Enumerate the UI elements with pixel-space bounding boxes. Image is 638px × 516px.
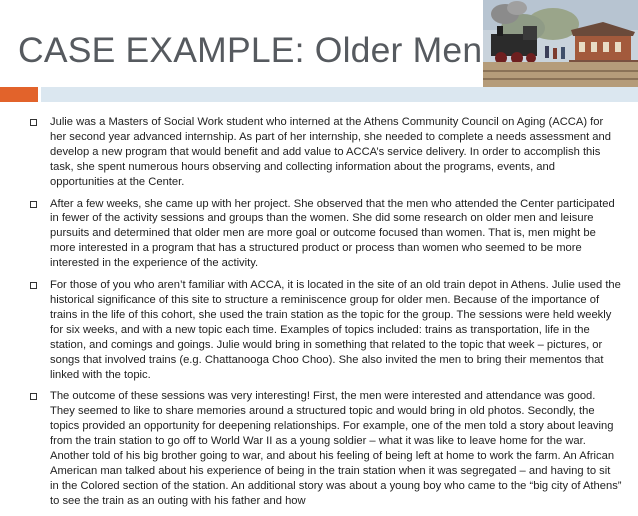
bullet-paragraph <box>30 389 622 508</box>
square-bullet-icon <box>30 282 37 289</box>
square-bullet-icon <box>30 393 37 400</box>
title-divider-bar <box>41 87 638 102</box>
train-depot-painting <box>483 0 638 88</box>
slide-title: CASE EXAMPLE: Older Men <box>18 30 483 70</box>
slide-body <box>30 115 622 516</box>
square-bullet-icon <box>30 201 37 208</box>
bullet-text: Julie was a Masters of Social Work student who interned at the Athens Community Council on Aging (ACCA) for her second year advanced internship. As part of her internship, she needed to complete a needs assessment and develop a new program that would benefit and add value to ACCA’s service delivery. In order to accomplish this task, she spent numerous hours observing and collecting information about the programs, events, and opportunities at the Center. <box>50 116 611 188</box>
bullet-paragraph <box>30 197 622 272</box>
bullet-text: The outcome of these sessions was very interesting! First, the men were interested and attendance was good. They seemed to like to share memories around a structured topic and would bring in old photos. Secondly, the topics provided an opportunity for deepening relationships. For example, one of the men told a story about leaving from the train station to go off to World War II as a young soldier – what it was like to leave home for the war. Another told of his big brother going to war, and about his feeling of being left at home to work the farm. An African American man talked about his experience of being in the train station when it was segregated – and having to sit in the Colored section of the station. An additional story was about a young boy who came to the “big city of Athens” to see the train as an outing with his father and how <box>50 390 622 507</box>
bullet-paragraph <box>30 278 622 382</box>
bullet-paragraph <box>30 115 622 190</box>
bullet-text: For those of you who aren’t familiar with ACCA, it is located in the site of an old train depot in Athens. Julie used the historical significance of this site to structure a reminiscence group for older men. Because of the importance of trains in the life of this cohort, she used the train station as the topic for the group. The sessions were held weekly for six weeks, and with a new topic each time. Examples of topics included: trains as transportation, life in the station, and comings and goings. Julie would bring in something that related to the topic that week – pictures, or songs that involved trains (e.g. Chattanooga Choo Choo). She also invited the men to bring their mementos that linked with the topic. <box>50 279 621 381</box>
title-accent-bar <box>0 87 38 102</box>
bullet-text: After a few weeks, she came up with her project. She observed that the men who attended the Center participated in fewer of the activity sessions and groups than the women. She did some research on older men and leisure pursuits and determined that older men are more goal or outcome focused than women. That is, men might be more interested in a program that has a structured product or process than women who seemed to be more interested in the experience of the activity. <box>50 197 615 270</box>
square-bullet-icon <box>30 119 37 126</box>
